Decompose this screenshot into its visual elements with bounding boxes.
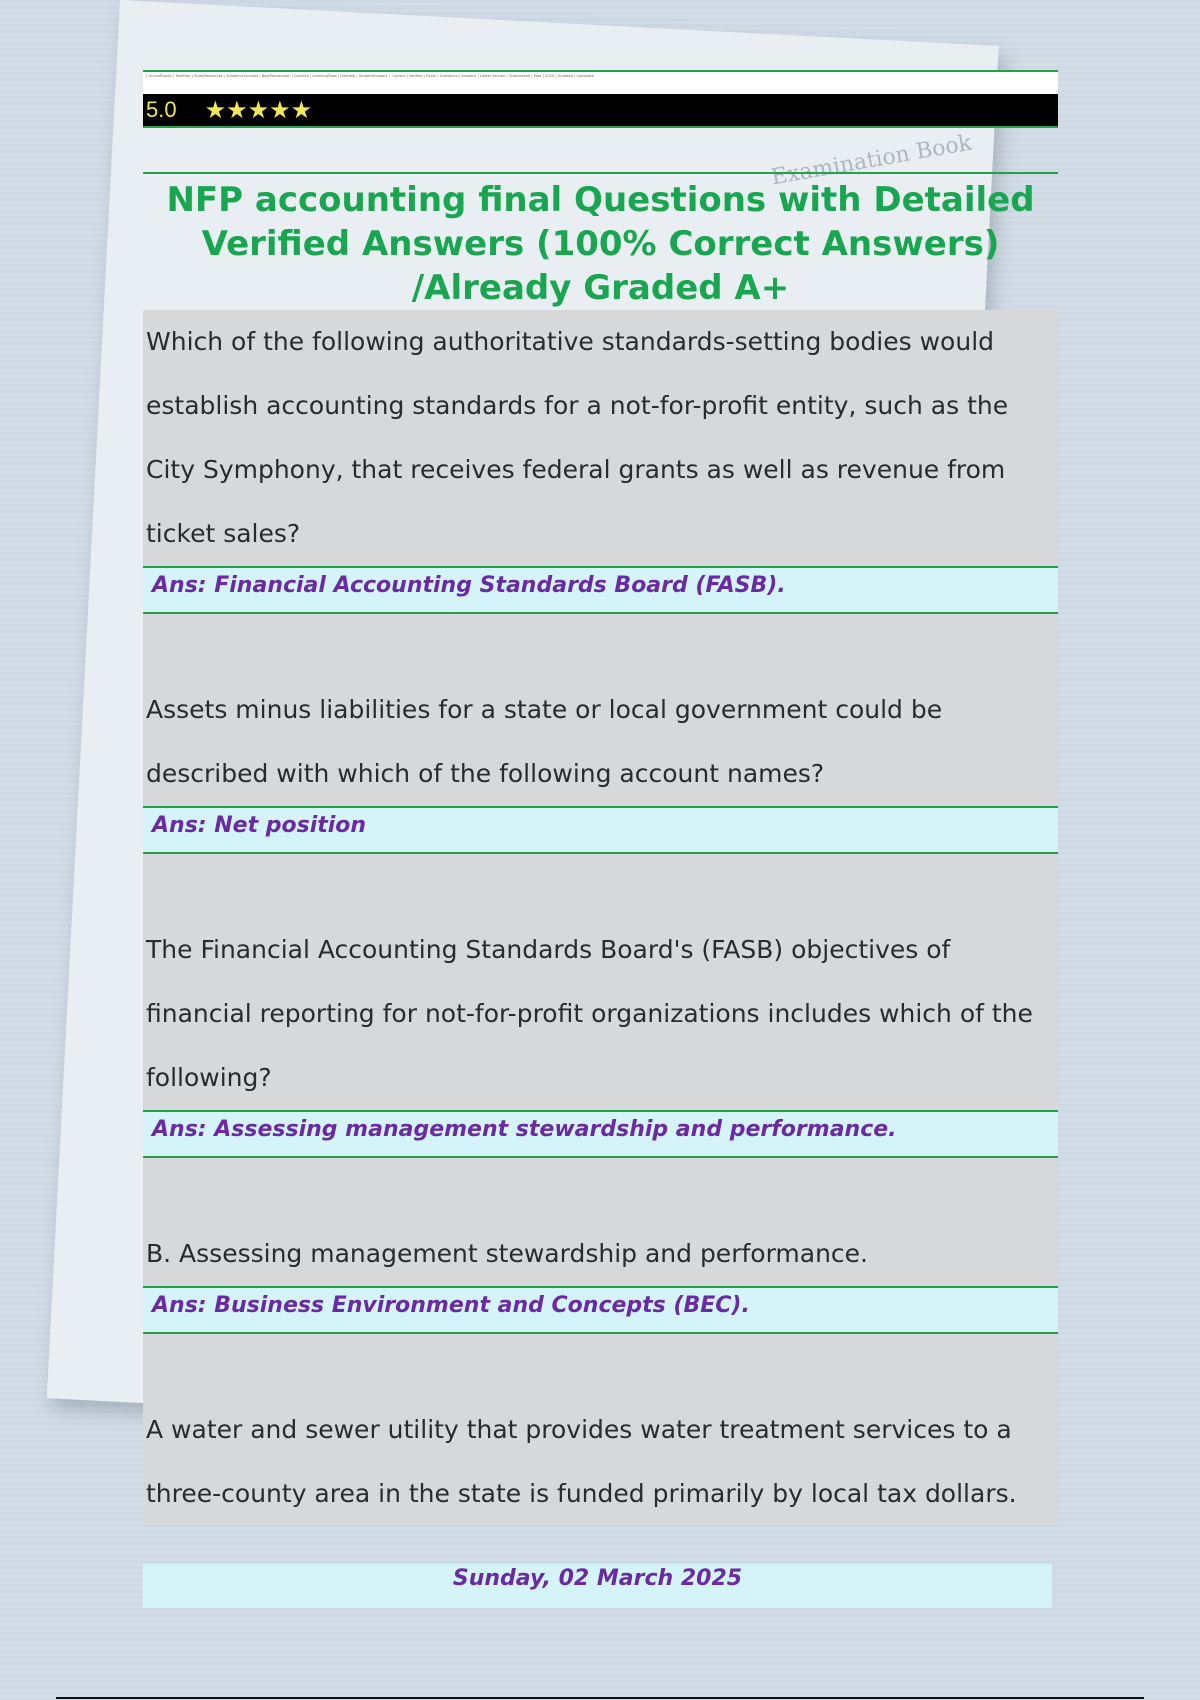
header-tag-line: | OnlineExams | TestPrep | StudyResources | AcademicSuccess | BestPreparation | QuizSite | LearningTools | EduHelp | StudentSupport ✓ Correct | Verified | Exam | Questions | Answers | Latest Version | Guaranteed | Pass | 2025 | Updated | Complete bbox=[143, 70, 1058, 94]
star-rating-icon: ★★★★★ bbox=[204, 96, 313, 124]
answer-box: Ans: Financial Accounting Standards Board (FASB). bbox=[143, 566, 1058, 614]
question-block bbox=[143, 1158, 1058, 1286]
question-text: The Financial Accounting Standards Board's (FASB) objectives of financial reporting for not-for-profit organizations includes which of the following? bbox=[146, 935, 1033, 1092]
question-text: B. Assessing management stewardship and performance. bbox=[146, 1239, 868, 1268]
title-divider bbox=[143, 172, 1058, 174]
date-footer: Sunday, 02 March 2025 bbox=[143, 1564, 1052, 1608]
rating-bar bbox=[143, 94, 1058, 128]
question-text: Which of the following authoritative standards-setting bodies would establish accounting standards for a not-for-profit entity, such as the City Symphony, that receives federal grants as well as revenue from ticket sales? bbox=[146, 327, 1009, 548]
document-page bbox=[143, 70, 1058, 1608]
question-text: Assets minus liabilities for a state or local government could be described with which of the following account names? bbox=[146, 695, 943, 788]
bottom-divider bbox=[56, 1697, 1144, 1699]
question-block bbox=[143, 614, 1058, 806]
answer-box: Ans: Business Environment and Concepts (BEC). bbox=[143, 1286, 1058, 1334]
paper-watermark: Examination Book bbox=[769, 130, 974, 191]
document-title: NFP accounting final Questions with Detailed Verified Answers (100% Correct Answers) /Already Graded A+ bbox=[166, 180, 1035, 308]
answer-box: Ans: Net position bbox=[143, 806, 1058, 854]
question-block bbox=[143, 1334, 1058, 1526]
question-block bbox=[143, 854, 1058, 1110]
rating-value: 5.0 bbox=[146, 97, 177, 122]
question-block bbox=[143, 310, 1058, 566]
answer-box: Ans: Assessing management stewardship and performance. bbox=[143, 1110, 1058, 1158]
question-text: A water and sewer utility that provides water treatment services to a three-county area in the state is funded primarily by local tax dollars. bbox=[146, 1415, 1017, 1508]
